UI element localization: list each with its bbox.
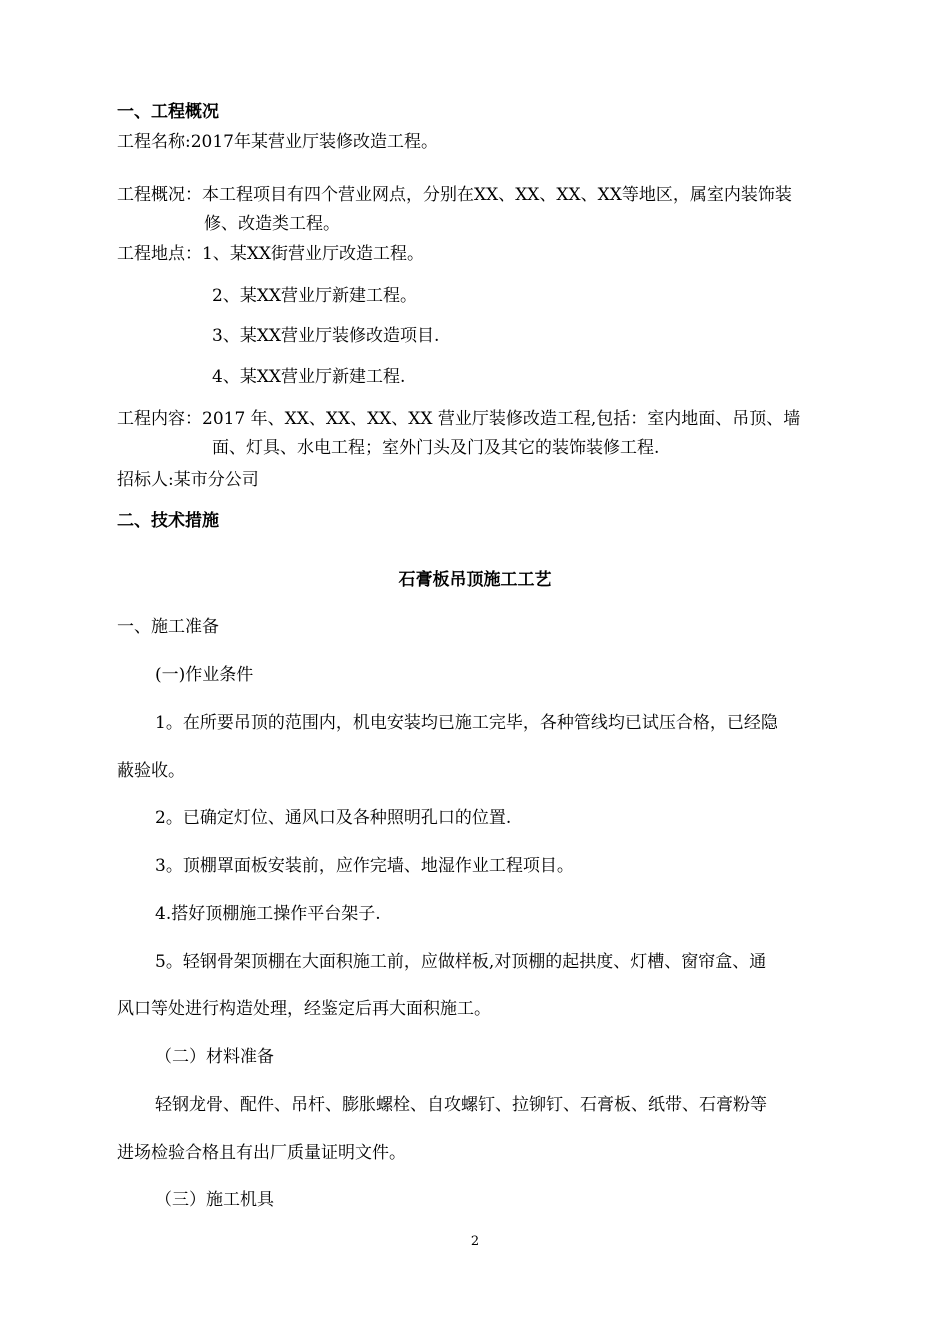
condition-3: 3。顶棚罩面板安装前，应作完墙、地湿作业工程项目。: [155, 856, 574, 876]
project-name: 工程名称:2017年某营业厅装修改造工程。: [117, 132, 438, 152]
condition-5-line-1: 5。轻钢骨架顶棚在大面积施工前，应做样板,对顶棚的起拱度、灯槽、窗帘盒、通: [155, 952, 767, 972]
materials-line-1: 轻钢龙骨、配件、吊杆、膨胀螺栓、自攻螺钉、拉铆钉、石膏板、纸带、石膏粉等: [155, 1095, 767, 1115]
section-heading-technical: 二、技术措施: [117, 511, 219, 531]
condition-5-line-2: 风口等处进行构造处理，经鉴定后再大面积施工。: [117, 999, 491, 1019]
overview-line-1: 工程概况：本工程项目有四个营业网点，分别在XX、XX、XX、XX等地区，属室内装饰装: [117, 185, 792, 205]
content-line-2: 面、灯具、水电工程；室外门头及门及其它的装饰装修工程.: [212, 438, 660, 458]
section-heading-overview: 一、工程概况: [117, 102, 219, 122]
process-title: 石膏板吊顶施工工艺: [398, 570, 552, 590]
tools-heading: （三）施工机具: [155, 1190, 274, 1210]
page-number: 2: [470, 1234, 480, 1249]
condition-1-line-1: 1。在所要吊顶的范围内，机电安装均已施工完毕，各种管线均已试压合格，已经隐: [155, 713, 778, 733]
tenderer: 招标人:某市分公司: [117, 470, 259, 490]
location-line-3: 3、某XX营业厅装修改造项目.: [212, 326, 440, 346]
location-line-1: 工程地点：1、某XX街营业厅改造工程。: [117, 244, 425, 264]
overview-line-2: 修、改造类工程。: [204, 214, 340, 234]
prep-heading: 一、施工准备: [117, 617, 219, 637]
condition-1-line-2: 蔽验收。: [117, 761, 185, 781]
condition-2: 2。已确定灯位、通风口及各种照明孔口的位置.: [155, 808, 512, 828]
materials-heading: （二）材料准备: [155, 1047, 274, 1067]
location-line-4: 4、某XX营业厅新建工程.: [212, 367, 406, 387]
condition-4: 4.搭好顶棚施工操作平台架子.: [155, 904, 381, 924]
location-line-2: 2、某XX营业厅新建工程。: [212, 286, 418, 306]
conditions-heading: (一)作业条件: [155, 665, 254, 685]
materials-line-2: 进场检验合格且有出厂质量证明文件。: [117, 1143, 406, 1163]
content-line-1: 工程内容：2017 年、XX、XX、XX、XX 营业厅装修改造工程,包括：室内地面、吊顶、墙: [117, 409, 801, 429]
